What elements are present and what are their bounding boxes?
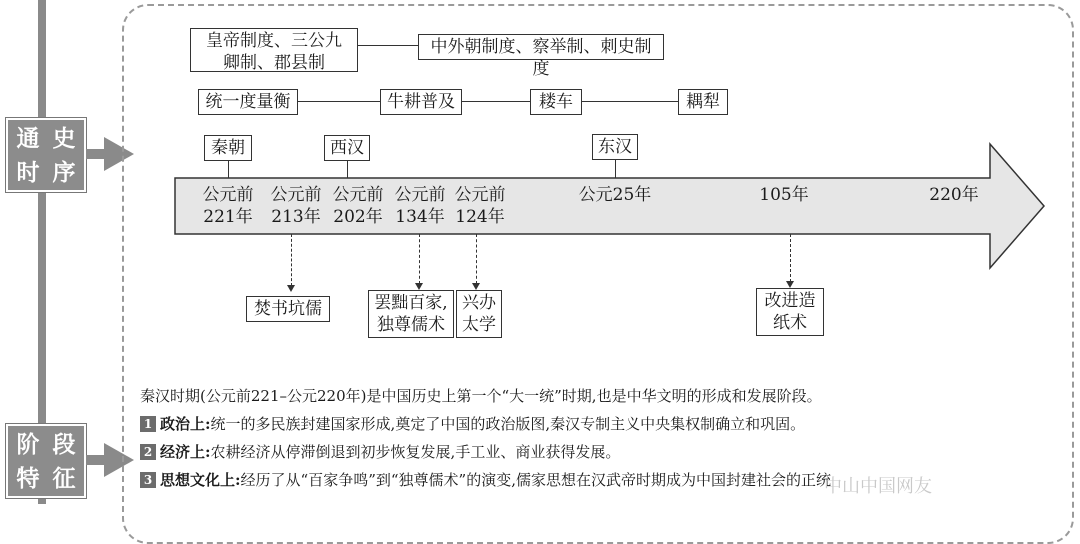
date-label — [754, 184, 814, 206]
event-connector — [291, 234, 292, 286]
date-line2: 124年 — [455, 207, 505, 227]
tag-char: 序 — [52, 159, 76, 186]
date-line1: 公元前 — [202, 185, 254, 205]
event-line1: 罢黜百家, — [374, 293, 448, 313]
item-number-badge: 2 — [140, 444, 156, 460]
watermark: 中山中国网友 — [824, 476, 932, 497]
event-connector-tip — [472, 283, 480, 290]
event-connector-tip — [415, 283, 423, 290]
tag-char: 阶 — [16, 431, 40, 458]
date-label — [326, 184, 390, 228]
item-number-badge: 1 — [140, 416, 156, 432]
item-heading: 政治上: — [160, 415, 211, 433]
tech-label: 统一度量衡 — [205, 92, 291, 112]
item-heading: 思想文化上: — [160, 471, 241, 489]
tech-box — [678, 89, 728, 115]
event-box — [756, 288, 824, 336]
event-line1: 兴办 — [462, 293, 496, 313]
system-qin-line2: 卿制、郡县制 — [223, 53, 325, 73]
tag-char: 征 — [52, 465, 76, 492]
summary-item — [140, 470, 831, 490]
dynasty-box — [324, 135, 370, 161]
tech-label: 耦犁 — [686, 92, 720, 112]
connector-line — [358, 45, 418, 46]
date-label — [196, 184, 260, 228]
event-box — [368, 290, 454, 338]
event-box — [456, 290, 502, 338]
event-line1: 改进造 — [764, 291, 816, 311]
summary-item — [140, 442, 620, 462]
tick-line — [228, 161, 229, 178]
date-line2: 202年 — [333, 207, 383, 227]
event-line2: 独尊儒术 — [377, 315, 445, 335]
event-connector — [419, 234, 420, 284]
date-line1: 105年 — [759, 185, 809, 205]
dynasty-label: 秦朝 — [211, 138, 245, 158]
tick-line — [347, 161, 348, 178]
event-connector — [790, 234, 791, 282]
date-line1: 公元前 — [394, 185, 446, 205]
dynasty-box — [592, 134, 638, 160]
tech-label: 牛耕普及 — [387, 92, 455, 112]
item-number-badge: 3 — [140, 472, 156, 488]
date-line1: 公元前 — [270, 185, 322, 205]
tech-box — [198, 89, 298, 115]
connector-line — [582, 101, 678, 102]
tag-char: 段 — [52, 431, 76, 458]
system-han-label: 中外朝制度、察举制、刺史制度 — [430, 37, 652, 79]
system-han-box — [418, 34, 664, 79]
event-line2: 纸术 — [773, 313, 807, 333]
dynasty-label: 西汉 — [330, 138, 364, 158]
event-label: 焚书坑儒 — [254, 299, 322, 319]
dynasty-box — [204, 135, 252, 161]
event-connector-tip — [287, 285, 295, 292]
date-label — [388, 184, 452, 228]
item-text: 统一的多民族封建国家形成,奠定了中国的政治版图,秦汉专制主义中央集权制确立和巩固。 — [210, 415, 806, 433]
dynasty-label: 东汉 — [598, 137, 632, 157]
date-label — [924, 184, 984, 206]
summary-intro: 秦汉时期(公元前221–公元220年)是中国历史上第一个“大一统”时期,也是中华文明的形成和发展阶段。 — [140, 387, 822, 405]
connector-line — [462, 101, 530, 102]
system-qin-box — [190, 28, 358, 72]
date-line2: 213年 — [271, 207, 321, 227]
connector-line — [298, 101, 380, 102]
item-text: 农耕经济从停滞倒退到初步恢复发展,手工业、商业获得发展。 — [210, 443, 621, 461]
event-line2: 太学 — [462, 315, 496, 335]
date-label — [448, 184, 512, 228]
tag-char: 通 — [16, 125, 40, 152]
tech-box — [380, 89, 462, 115]
date-label — [572, 184, 658, 206]
summary-item — [140, 414, 805, 434]
event-box — [246, 296, 330, 322]
tech-label: 耧车 — [539, 92, 573, 112]
system-qin-line1: 皇帝制度、三公九 — [206, 31, 342, 51]
event-connector-tip — [786, 281, 794, 288]
item-heading: 经济上: — [160, 443, 211, 461]
date-line1: 公元前 — [332, 185, 384, 205]
tech-box — [530, 89, 582, 115]
event-connector — [476, 234, 477, 284]
date-line1: 公元25年 — [578, 185, 652, 205]
tag-char: 特 — [16, 465, 40, 492]
date-line1: 公元前 — [454, 185, 506, 205]
date-label — [264, 184, 328, 228]
tag-char: 史 — [52, 125, 76, 152]
tick-line — [615, 160, 616, 178]
date-line2: 221年 — [203, 207, 253, 227]
date-line2: 134年 — [395, 207, 445, 227]
item-text: 经历了从“百家争鸣”到“独尊儒术”的演变,儒家思想在汉武帝时期成为中国封建社会的正统 — [240, 471, 831, 489]
date-line1: 220年 — [929, 185, 979, 205]
tag-char: 时 — [16, 159, 40, 186]
